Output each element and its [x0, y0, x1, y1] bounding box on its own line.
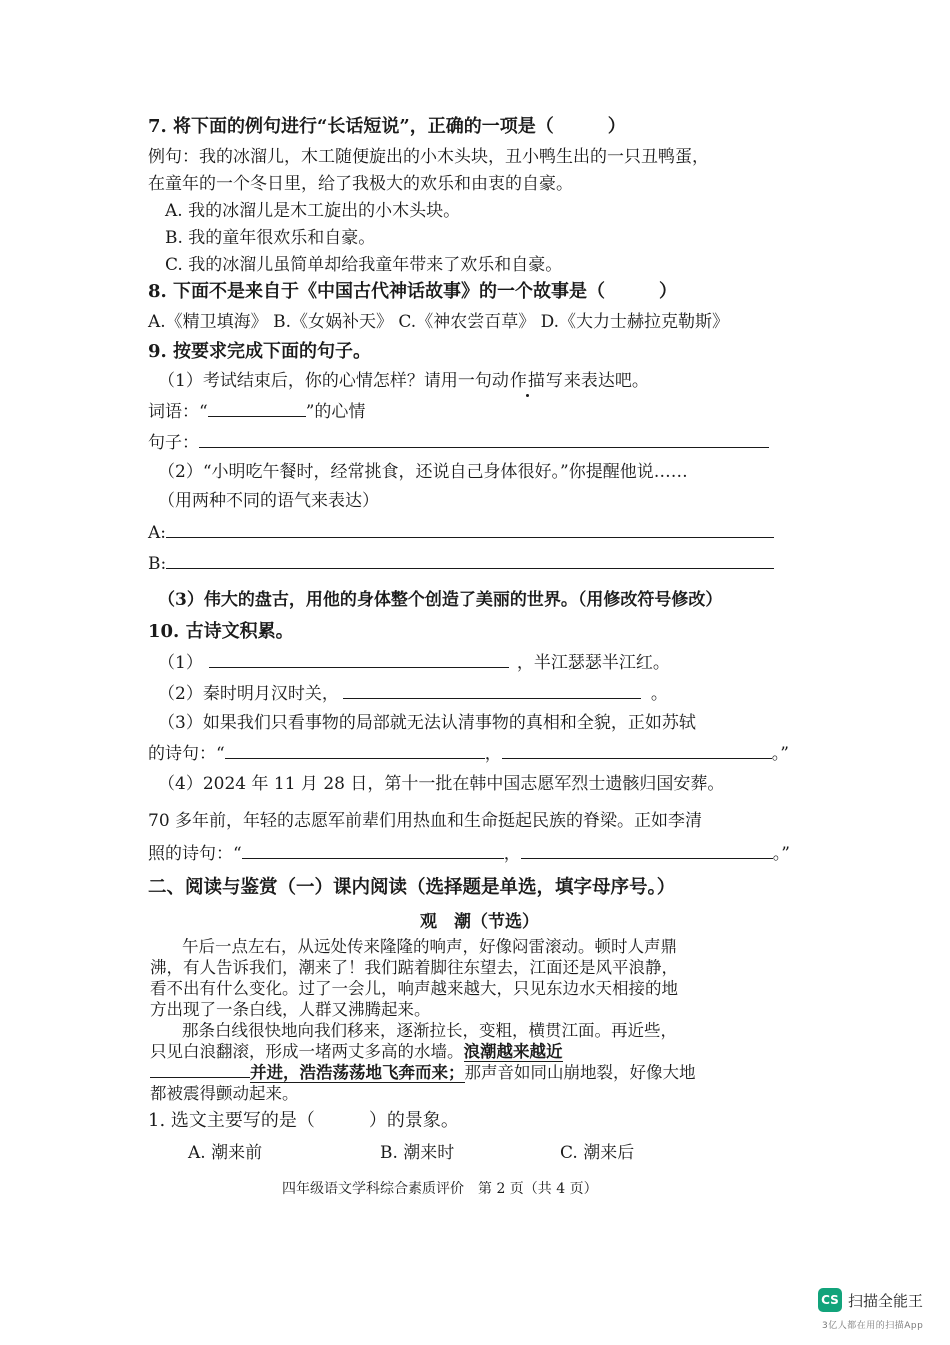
para2-underlined-2: 并进，浩浩荡荡地飞奔而来；: [250, 1063, 465, 1082]
passage-para1-line3: 看不出有什么变化。过了一会儿，响声越来越大，只见东边水天相接的地: [150, 979, 678, 998]
q9-answer-a-row: [148, 521, 774, 544]
r1-option-a: A. 潮来前: [188, 1143, 263, 1163]
q8-options: [148, 311, 729, 333]
q9-part1-text: （1）考试结束后，你的心情怎样？请用一句: [158, 371, 492, 391]
p2-blank[interactable]: [343, 682, 641, 699]
word-blank[interactable]: [208, 400, 306, 417]
word-suffix: ”的心情: [305, 402, 366, 422]
sentence-blank[interactable]: [199, 431, 769, 448]
r1-option-c: C. 潮来后: [560, 1143, 635, 1163]
q10-p2-row: [158, 682, 668, 705]
q8-option-b: B.《女娲补天》: [273, 312, 393, 332]
p3-blank-2[interactable]: [502, 742, 772, 759]
passage-para2-line1: 那条白线很快地向我们移来，逐渐拉长，变粗，横贯江面。再近些，: [182, 1021, 677, 1040]
passage-para2-line2: [150, 1041, 563, 1063]
underline-lead: [150, 1077, 250, 1078]
q7-option-c: C. 我的冰溜儿虽简单却给我童年带来了欢乐和自豪。: [165, 255, 563, 275]
p4-end-quote: 。”: [772, 844, 790, 864]
q9-sentence-row: [148, 431, 769, 454]
q7-option-b: B. 我的童年很欢乐和自豪。: [165, 228, 376, 248]
q9-answer-b-row: [148, 552, 774, 575]
answer-a-blank[interactable]: [166, 521, 774, 538]
answer-b-label: B:: [148, 554, 167, 574]
passage-para1-line2: 沸，有人告诉我们，潮来了！我们踮着脚往东望去，江面还是风平浪静，: [150, 958, 678, 977]
p1-after: ，半江瑟瑟半江红。: [516, 653, 670, 673]
p3-end-quote: 。”: [771, 744, 789, 764]
q10-p3-line1: （3）如果我们只看事物的局部就无法认清事物的真相和全貌，正如苏轼: [158, 713, 696, 733]
camscanner-tagline: 3亿人都在用的扫描App: [822, 1321, 924, 1331]
answer-a-label: A:: [148, 523, 167, 543]
para2-underlined-1: 浪潮越来越近: [463, 1042, 563, 1061]
q7-example-line1: 例句：我的冰溜儿，木工随便旋出的小木头块，丑小鸭生出的一只丑鸭蛋，: [148, 147, 709, 167]
q8-stem: 8. 下面不是来自于《中国古代神话故事》的一个故事是（ ）: [148, 281, 678, 302]
p1-label: （1）: [158, 653, 203, 673]
p4-blank-2[interactable]: [521, 842, 773, 859]
passage-para1-line1: 午后一点左右，从远处传来隆隆的响声，好像闷雷滚动。顿时人声鼎: [182, 937, 677, 956]
q9-part3: （3）伟大的盘古，用他的身体整个创造了美丽的世界。（用修改符号修改）: [158, 590, 723, 610]
q9-word-row: [148, 400, 365, 423]
section2-heading: 二、阅读与鉴赏（一）课内阅读（选择题是单选，填字母序号。）: [148, 877, 676, 898]
sentence-label: 句子：: [148, 433, 199, 453]
p1-blank[interactable]: [209, 651, 509, 668]
passage-title: 观 潮（节选）: [420, 912, 539, 932]
q10-p1-row: [158, 651, 670, 674]
q10-p3-row: [148, 742, 789, 765]
camscanner-logo-icon: CS: [818, 1288, 842, 1312]
q9-part1: [158, 370, 649, 392]
q9-part1-emphasis: [492, 371, 564, 391]
q9-part2-note: （用两种不同的语气来表达）: [158, 491, 379, 511]
passage-para2-line3: [150, 1062, 696, 1084]
p4-comma: ，: [503, 844, 521, 864]
para2-text: 只见白浪翻滚，形成一堵两丈多高的水墙。: [150, 1042, 464, 1061]
q10-p4-row: [148, 842, 790, 865]
p2-after: 。: [650, 684, 668, 704]
answer-b-blank[interactable]: [166, 552, 774, 569]
q10-stem: 10. 古诗文积累。: [148, 621, 294, 642]
para2-text-2: 那声音如同山崩地裂，好像大地: [464, 1063, 696, 1082]
q10-p4-line2: 70 多年前，年轻的志愿军前辈们用热血和生命挺起民族的脊梁。正如李清: [148, 811, 703, 831]
r1-option-b: B. 潮来时: [380, 1143, 455, 1163]
p3-prefix: 的诗句：“: [148, 744, 225, 764]
p2-before: （2）秦时明月汉时关，: [158, 684, 339, 704]
q10-p4-line1: （4）2024 年 11 月 28 日，第十一批在韩中国志愿军烈士遗骸归国安葬。: [158, 774, 725, 794]
p3-blank-1[interactable]: [225, 742, 485, 759]
passage-para2-line4: 都被震得颤动起来。: [150, 1084, 299, 1103]
p3-comma: ，: [484, 744, 502, 764]
r1-stem: 1. 选文主要写的是（ ）的景象。: [148, 1110, 459, 1131]
q7-example-line2: 在童年的一个冬日里，给了我极大的欢乐和由衷的自豪。: [148, 174, 573, 194]
q8-option-a: A.《精卫填海》: [148, 312, 268, 332]
q7-option-a: A. 我的冰溜儿是木工旋出的小木头块。: [165, 201, 461, 221]
q8-option-d: D.《大力士赫拉克勒斯》: [540, 312, 730, 332]
p4-blank-1[interactable]: [242, 842, 504, 859]
word-label: 词语：“: [148, 402, 208, 422]
q9-stem: 9. 按要求完成下面的句子。: [148, 341, 372, 362]
dotted-emphasis: 动作描写: [491, 371, 564, 391]
camscanner-name: 扫描全能王: [848, 1292, 924, 1310]
q9-part2-stem: （2）“小明吃午餐时，经常挑食，还说自己身体很好。”你提醒他说……: [158, 462, 688, 482]
q8-option-c: C.《神农尝百草》: [398, 312, 536, 332]
passage-para1-line4: 方出现了一条白线，人群又沸腾起来。: [150, 1000, 431, 1019]
q7-stem: 7. 将下面的例句进行“长话短说”，正确的一项是（ ）: [148, 116, 626, 137]
q9-part1-tail: 来表达吧。: [563, 371, 649, 391]
p4-prefix: 照的诗句：“: [148, 844, 242, 864]
page-footer: 四年级语文学科综合素质评价 第 2 页（共 4 页）: [282, 1181, 598, 1197]
